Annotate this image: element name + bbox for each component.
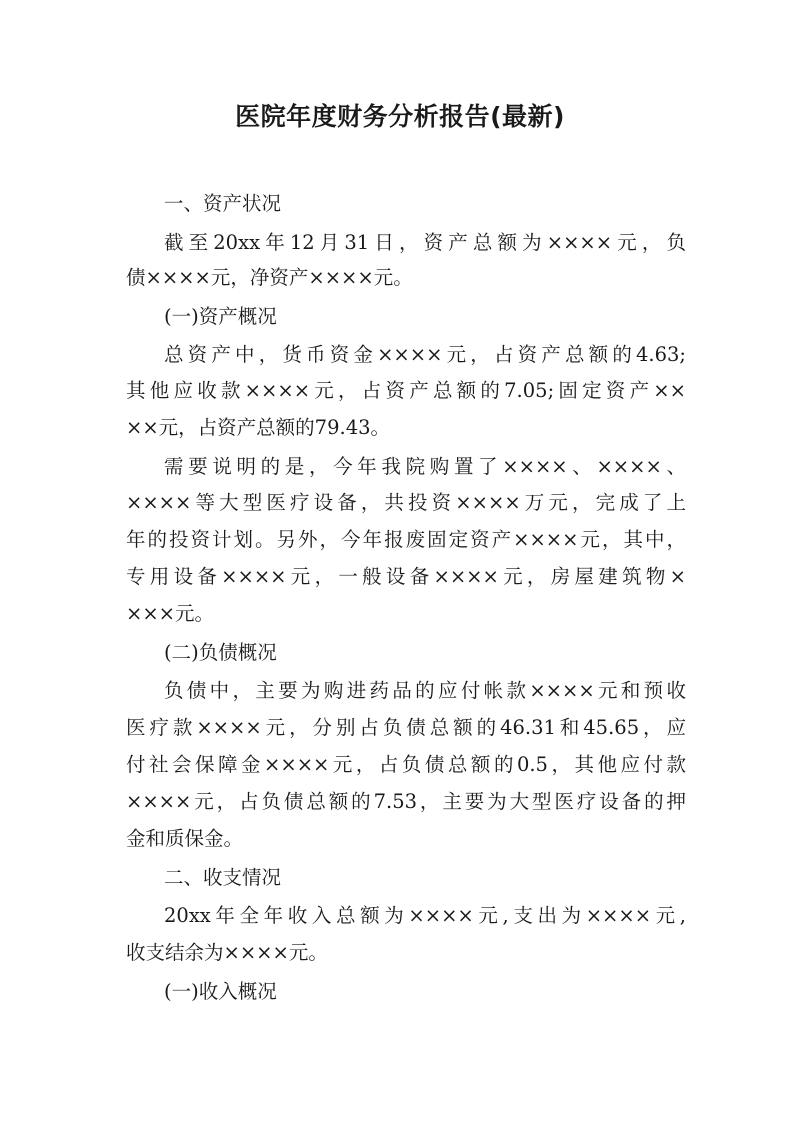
paragraph-line: ×××元。 (126, 602, 215, 625)
section-heading-income-expenditure: 二、收支情况 (164, 866, 282, 889)
paragraph-line: 债××××元，净资产××××元。 (126, 266, 413, 289)
paragraph-line: 20xx年全年收入总额为××××元,支出为××××元, (164, 904, 686, 927)
paragraph-line: 付社会保障金××××元，占负债总额的0.5，其他应付款 (126, 753, 686, 776)
paragraph-line: 总资产中，货币资金××××元，占资产总额的4.63; (164, 343, 686, 366)
section-heading-assets: 一、资产状况 (164, 192, 282, 215)
paragraph-line: ××××元，占负债总额的7.53，主要为大型医疗设备的押 (126, 790, 686, 813)
paragraph-line: 负债中，主要为购进药品的应付帐款××××元和预收 (164, 679, 686, 702)
paragraph-line: 截至20xx年12月31日，资产总额为××××元，负 (164, 231, 686, 254)
paragraph-line: 需要说明的是，今年我院购置了××××、××××、 (164, 455, 686, 478)
paragraph-line: 金和质保金。 (126, 827, 244, 850)
subsection-heading-asset-overview: (一)资产概况 (164, 305, 277, 328)
subsection-heading-liabilities: (二)负债概况 (164, 641, 277, 664)
subsection-heading-income: (一)收入概况 (164, 980, 277, 1003)
paragraph-line: 专用设备××××元，一般设备××××元，房屋建筑物× (126, 565, 686, 588)
paragraph-line: ××××等大型医疗设备，共投资××××万元，完成了上 (126, 491, 686, 514)
paragraph-line: 医疗款××××元，分别占负债总额的46.31和45.65，应 (126, 716, 686, 739)
paragraph-line: 其他应收款××××元，占资产总额的7.05;固定资产×× (126, 379, 686, 402)
paragraph-line: ××元，占资产总额的79.43。 (126, 416, 391, 439)
paragraph-line: 年的投资计划。另外，今年报废固定资产××××元，其中， (126, 528, 686, 551)
document-title: 医院年度财务分析报告(最新) (235, 102, 565, 131)
paragraph-line: 收支结余为××××元。 (126, 941, 328, 964)
